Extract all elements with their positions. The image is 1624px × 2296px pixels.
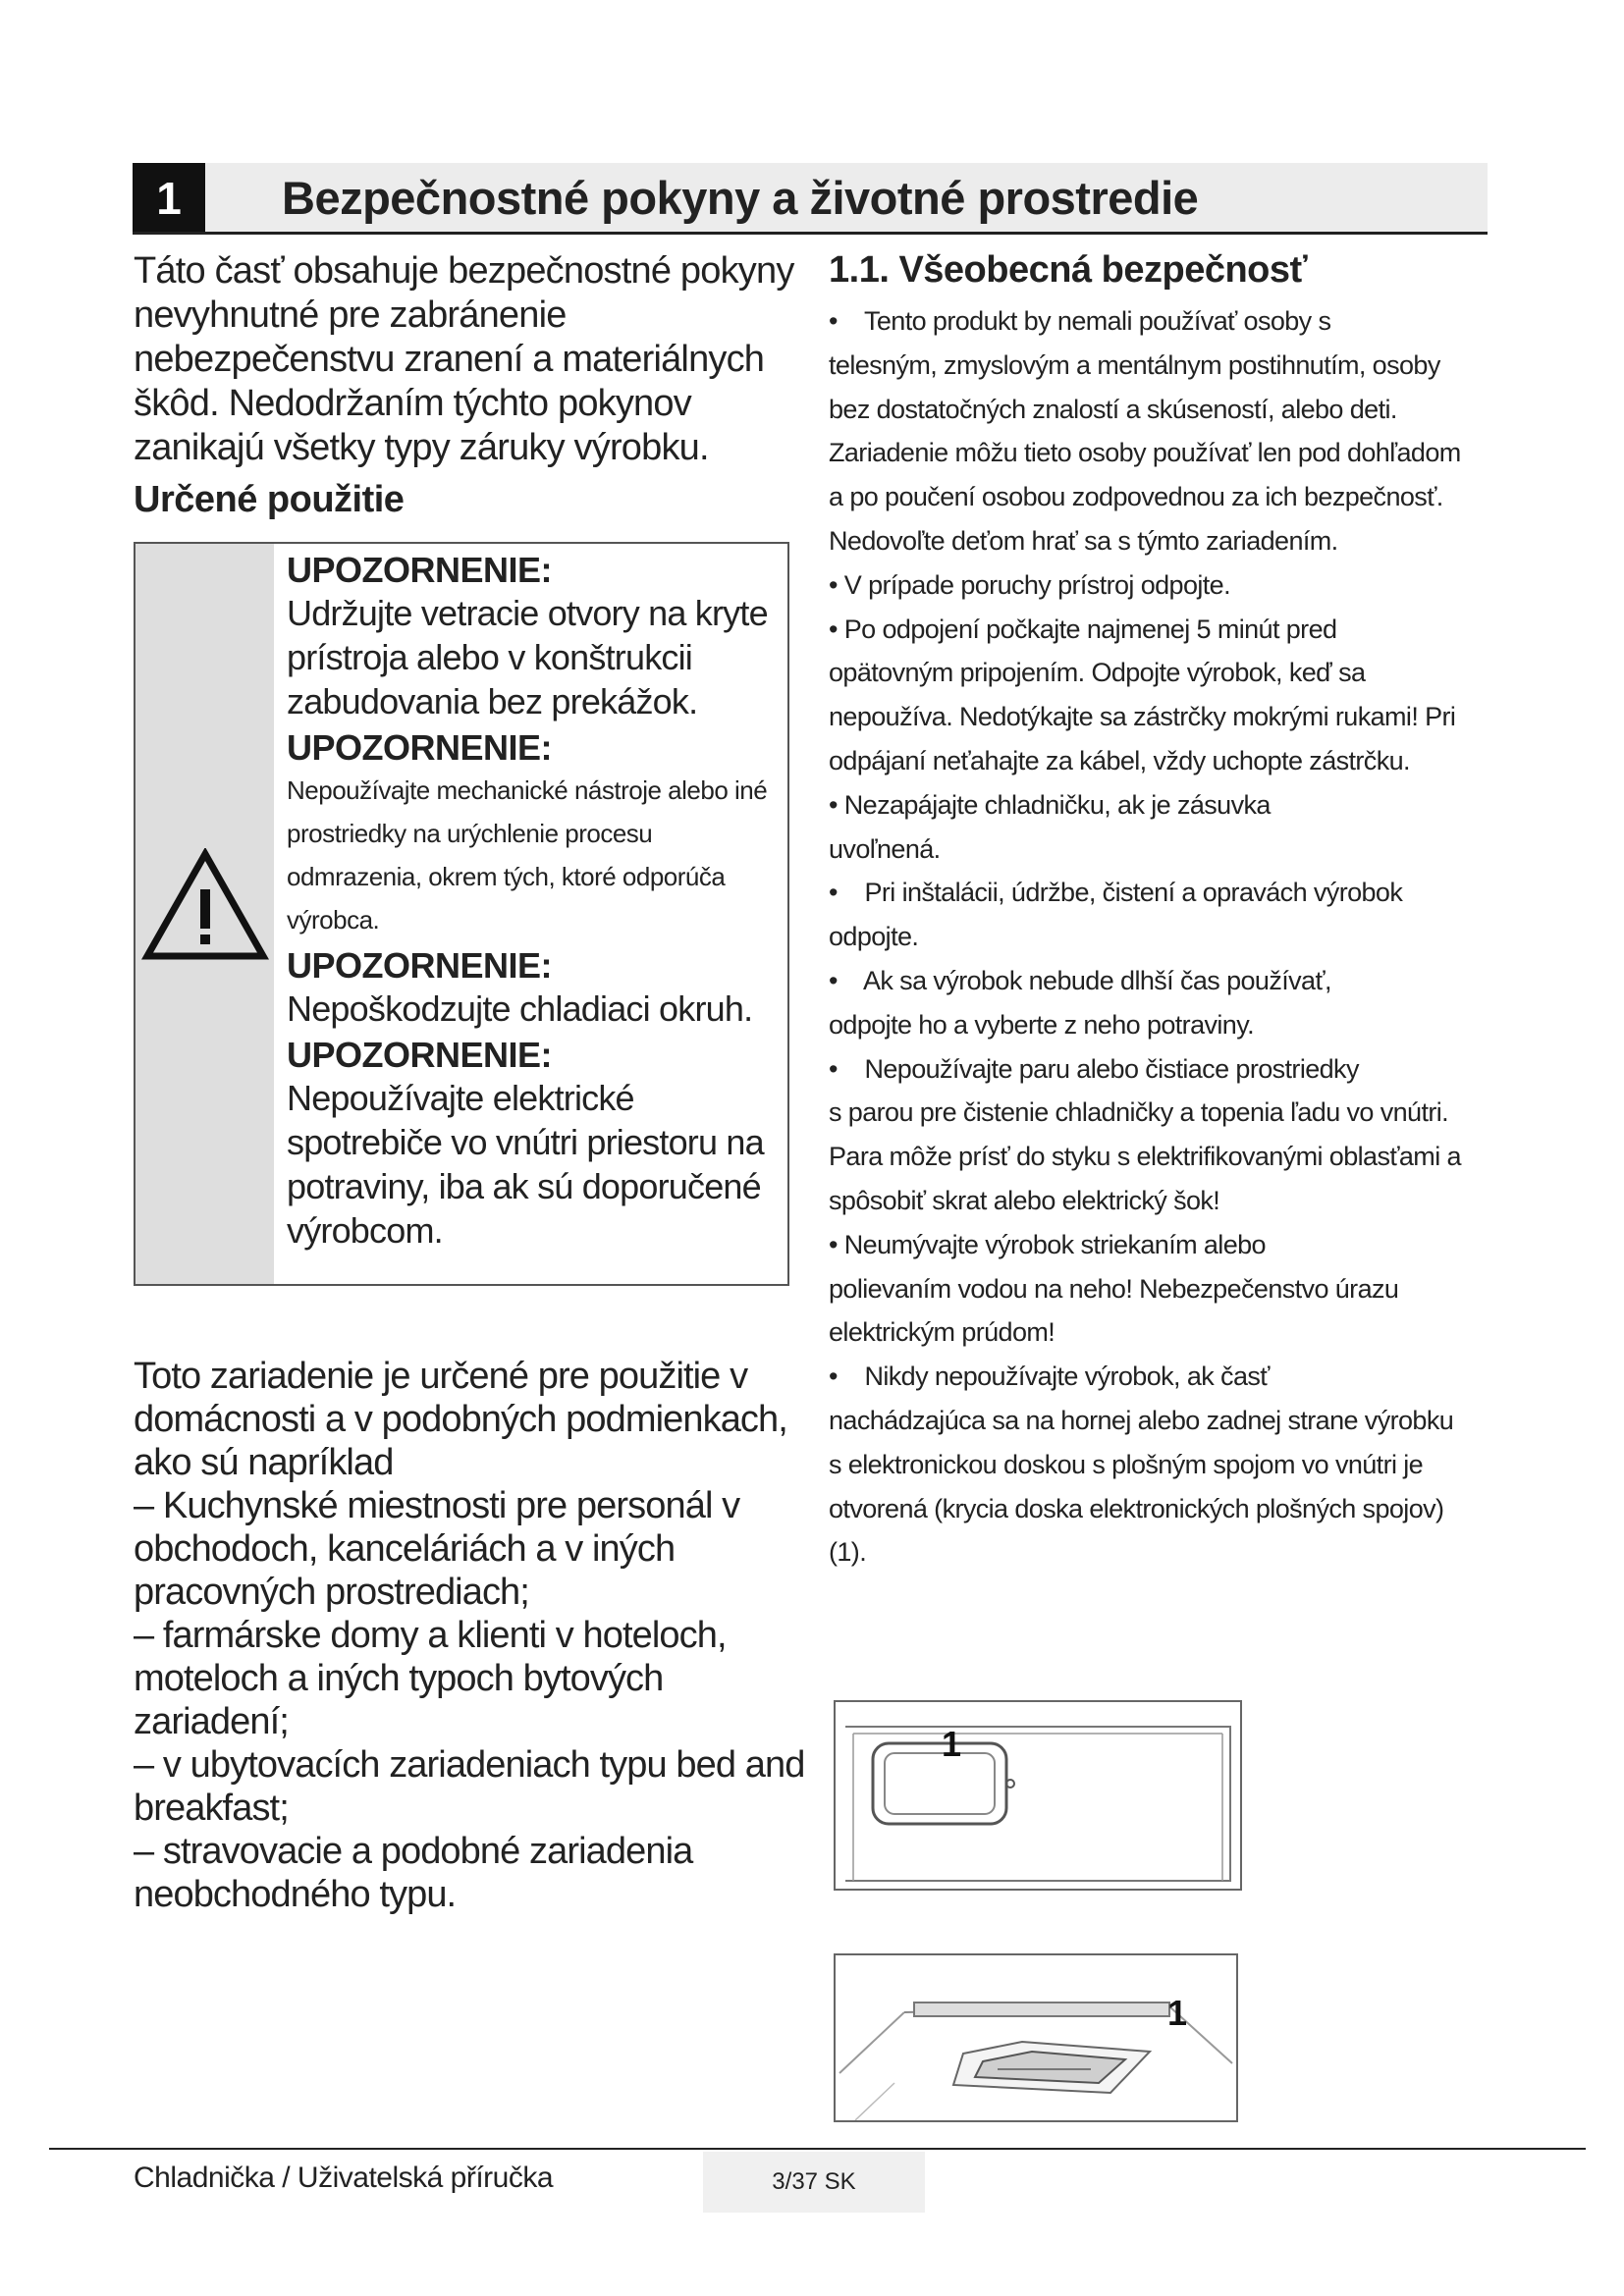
safety-bullet [829, 1047, 1467, 1223]
bullet-lead: Ak sa výrobok nebude dlhší čas používať, [837, 965, 1331, 995]
safety-bullet [829, 1223, 1467, 1355]
bullet-lead: Po odpojení počkajte najmenej 5 minút pred [837, 614, 1337, 644]
bullet-text: telesným, zmyslovým a mentálnym postihnutím, osoby bez dostatočných znalostí a skúseností, alebo deti. Zariadenie môžu tieto osoby používať len pod dohľadom a po poučení osobou zodpovednou za ich bezpečnosť. Nedovoľte deťom hrať sa s týmto zariadením. [829, 349, 1461, 556]
bullet-text: s parou pre čistenie chladničky a topenia ľadu vo vnútri. Para môže prísť do styku s elektrifikovanými oblasťami a spôsobiť skrat alebo elektrický šok! [829, 1097, 1461, 1215]
warning-triangle-icon [141, 848, 269, 962]
usage-item: Toto zariadenie je určené pre použitie v domácnosti a v podobných podmienkach, ako sú napríklad [134, 1356, 787, 1483]
bullet-text: odpojte. [829, 922, 919, 952]
bullet-lead: Tento produkt by nemali používať osoby s [837, 306, 1331, 336]
bullet-lead: V prípade poruchy prístroj odpojte. [837, 569, 1231, 600]
footer-rule [49, 2148, 1586, 2150]
section-header-rule [133, 232, 1488, 235]
warning-text: Nepoškodzujte chladiaci okruh. [287, 988, 753, 1029]
bullet-icon: • [829, 878, 838, 908]
bullet-lead: Nepoužívajte paru alebo čistiace prostriedky [837, 1053, 1359, 1084]
bullet-lead: Pri inštalácii, údržbe, čistení a opravách výrobok [837, 878, 1403, 908]
bullet-lead: Nezapájajte chladničku, ak je zásuvka [837, 789, 1271, 820]
safety-bullet [829, 299, 1467, 563]
general-safety-heading: 1.1. Všeobecná bezpečnosť [829, 249, 1308, 291]
bullet-icon: • [829, 306, 838, 336]
bullet-icon: • [829, 614, 838, 644]
bullet-text: nachádzajúca sa na hornej alebo zadnej strane výrobku s elektronickou doskou s plošným spojom vo vnútri je otvorená (krycia doska elektronických plošných spojov) (1). [829, 1405, 1454, 1568]
warning-label: UPOZORNENIE: [287, 945, 553, 986]
bullet-text: odpojte ho a vyberte z neho potraviny. [829, 1009, 1254, 1040]
section-header [133, 163, 1488, 234]
section-number: 1 [133, 163, 205, 234]
rear-pcb-illustration [836, 1955, 1236, 2120]
warning-text: Udržujte vetracie otvory na kryte prístroja alebo v konštrukcii zabudovania bez prekážok. [287, 593, 768, 721]
figure-callout: 1 [942, 1724, 962, 1764]
safety-bullet [829, 1355, 1467, 1575]
safety-bullet [829, 608, 1467, 783]
bullet-icon: • [829, 965, 838, 995]
figure-top-cover [834, 1700, 1242, 1891]
warning-label: UPOZORNENIE: [287, 727, 553, 768]
section-title: Bezpečnostné pokyny a životné prostredie [282, 172, 1199, 224]
usage-item: – stravovacie a podobné zariadenia neobchodného typu. [134, 1831, 693, 1915]
intro-paragraph: Táto časť obsahuje bezpečnostné pokyny nevyhnutné pre zabránenie nebezpečenstvu zranení a materiálnych škôd. Nedodržaním týchto pokynov zanikajú všetky typy záruky výrobku. [134, 250, 794, 468]
warning-label: UPOZORNENIE: [287, 550, 553, 590]
usage-list [134, 1355, 821, 1916]
warning-box [134, 542, 789, 1286]
footer-title: Chladnička / Uživatelská příručka [134, 2162, 554, 2194]
usage-item: – Kuchynské miestnosti pre personál v obchodoch, kanceláriách a v iných pracovných prostrediach; [134, 1485, 740, 1613]
warning-content [287, 546, 785, 1253]
safety-bullet [829, 783, 1467, 872]
usage-item: – farmárske domy a klienti v hoteloch, moteloch a iných typoch bytových zariadení; [134, 1615, 727, 1742]
safety-bullet [829, 959, 1467, 1047]
warning-label: UPOZORNENIE: [287, 1035, 553, 1075]
bullet-icon: • [829, 1362, 838, 1392]
bullet-lead: Nikdy nepoužívajte výrobok, ak časť [837, 1362, 1270, 1392]
bullet-icon: • [829, 1053, 838, 1084]
bullet-lead: Neumývajte výrobok striekaním alebo [837, 1229, 1266, 1259]
bullet-text: uvoľnená. [829, 833, 941, 864]
bullet-icon: • [829, 569, 838, 600]
warning-text: Nepoužívajte mechanické nástroje alebo iné prostriedky na urýchlenie procesu odmrazenia, okrem tých, ktoré odporúča výrobca. [287, 775, 768, 934]
page-number: 3/37 SK [703, 2152, 925, 2213]
safety-bullet [829, 871, 1467, 959]
figure-rear-pcb [834, 1953, 1238, 2122]
safety-bullet-list [829, 299, 1467, 1575]
bullet-text: polievaním vodou na neho! Nebezpečenstvo úrazu elektrickým prúdom! [829, 1273, 1399, 1348]
intended-use-heading: Určené použitie [134, 479, 405, 520]
warning-text: Nepoužívajte elektrické spotrebiče vo vnútri priestoru na potraviny, iba ak sú doporučené výrobcom. [287, 1078, 764, 1251]
safety-bullet [829, 563, 1467, 608]
top-cover-illustration [836, 1702, 1240, 1889]
bullet-text: opätovným pripojením. Odpojte výrobok, keď sa nepoužíva. Nedotýkajte sa zástrčky mokrými rukami! Pri odpájaní neťahajte za kábel, vždy uchopte zástrčku. [829, 658, 1456, 775]
figure-callout: 1 [1167, 1993, 1188, 2033]
usage-item: – v ubytovacích zariadeniach typu bed and breakfast; [134, 1744, 805, 1829]
bullet-icon: • [829, 789, 838, 820]
bullet-icon: • [829, 1229, 838, 1259]
